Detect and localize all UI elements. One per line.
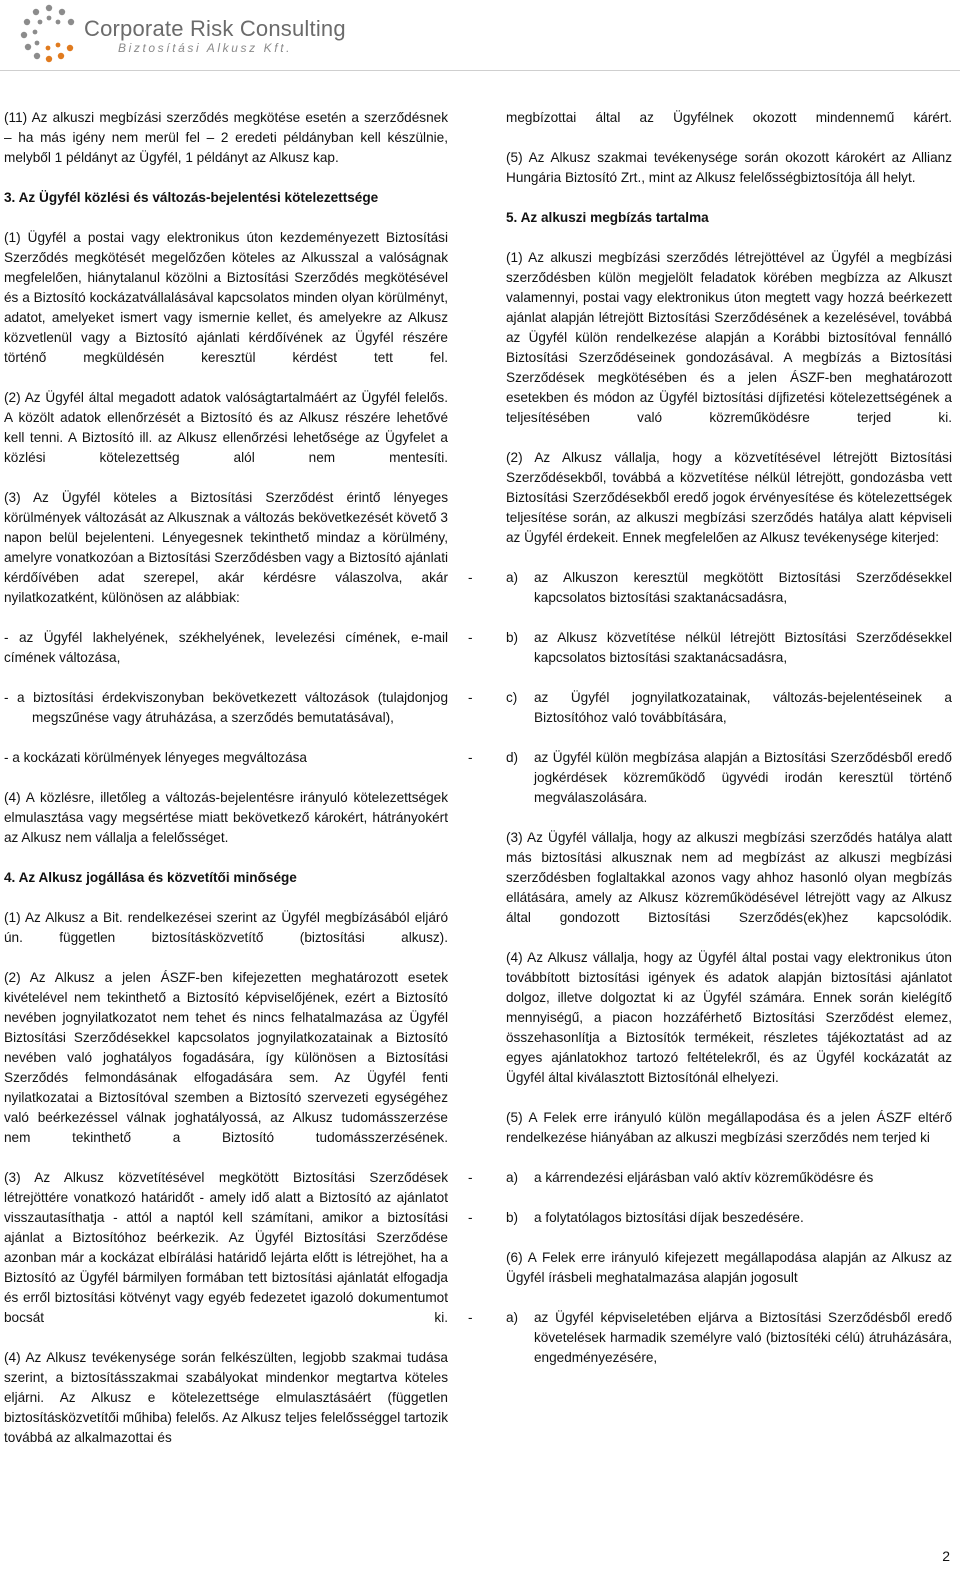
- brand-subtitle: Biztosítási Alkusz Kft.: [118, 41, 293, 55]
- section-5-paragraph-2: (2) Az Alkusz vállalja, hogy a közvetítésével létrejött Biztosítási Szerződésekből, továbbá a közvetítése nélkül létrejött, gondozásba vett Biztosítási Szerződésekből eredő jogok érvényesítése és kötelezettségek teljesítése során, az alkuszi megbízási szerződés hatálya alatt képviseli az Ügyfél érdekeit. Ennek megfelelően az Alkusz tevékenysége kiterjed:: [506, 450, 952, 545]
- section-4-heading: 4. Az Alkusz jogállása és közvetítői minősége: [4, 870, 297, 885]
- list-text: az Ügyfél külön megbízása alapján a Biztosítási Szerződésből eredő jogkérdések közreműködő ügyvédi irodán keresztül történő megválaszolására.: [534, 750, 952, 805]
- list-dash: -: [468, 630, 473, 645]
- list-text: az Ügyfél jognyilatkozatainak, változás-bejelentéseinek a Biztosítóhoz való továbbítására,: [534, 690, 952, 725]
- section-5-paragraph-3: (3) Az Ügyfél vállalja, hogy az alkuszi megbízási szerződés hatálya alatt más biztosítási alkusznak nem ad megbízást az alkuszi megbízási szerződésben foglaltakkal azonos vagy ahhoz hasonló olyan megbízás ellátására, amely az Alkusz közreműködésével létrejött vagy az Alkusz által gondozott Biztosítási Szerződés(ek)hez kapcsolódik.: [506, 830, 952, 925]
- list-label: c): [506, 690, 518, 705]
- list-text: az Ügyfél képviseletében eljárva a Biztosítási Szerződésből eredő követelések harmadik személyre való (biztosítéki célú) átruházására, engedményezésére,: [534, 1310, 952, 1365]
- section-4-paragraph-1: (1) Az Alkusz a Bit. rendelkezései szerint az Ügyfél megbízásából eljáró ún. független biztosításközvetítő (biztosítási alkusz).: [4, 910, 448, 945]
- list-item: [468, 1208, 952, 1228]
- section-4-paragraph-3: (3) Az Alkusz közvetítésével megkötött Biztosítási Szerződések létrejöttére vonatkozó határidőt - amely idő alatt a Biztosító az ajánlatot visszautasíthatja - attól a naptól kell számítani, amikor a biztosítási ajánlat a Biztosítóhoz beérkezik. Az Ügyfél Biztosítási Szerződése azonban már a kockázat elbírálási határidő lejárta előtt is létrejöhet, ha a Biztosító az Ügyfél bármilyen formában tett biztosítási ajánlatát elfogadja és erről biztosítási kötvényt vagy egyéb fedezetet igazoló dokumentumot bocsát ki.: [4, 1170, 448, 1325]
- section-3-paragraph-3: (3) Az Ügyfél köteles a Biztosítási Szerződést érintő lényeges körülmények változását az Alkusznak a változás bekövetkezését követő 3 napon belül bejelenteni. Lényegesnek tekinthető mindaz a körülmény, amelyre vonatkozóan a Biztosítási Szerződésben vagy a Biztosító ajánlati kérdőívében adat szerepel, akár kérdésre válaszolva, akár nyilatkozatként, különösen az alábbiak:: [4, 490, 448, 605]
- section-4-paragraph-5: (5) Az Alkusz szakmai tevékenysége során okozott károkért az Allianz Hungária Biztosító Zrt., mint az Alkusz felelősségbiztosítója áll helyt.: [506, 150, 952, 185]
- list-item: [468, 568, 952, 608]
- page-number: 2: [942, 1548, 950, 1564]
- section-4-paragraph-2: (2) Az Alkusz a jelen ÁSZF-ben kifejezetten meghatározott esetek kivételével nem tekinthető a Biztosító képviselőjének, ezért a Biztosító nevében jognyilatkozatot nem tehet és nincs felhatalmazása az Ügyfél Biztosítási Szerződésekkel kapcsolatos jognyilatkozatainak a Biztosító nevében való joghatályos fogadására, így különösen a Biztosítási Szerződés felmondásának elfogadására sem. Az Ügyfél fenti nyilatkozatai a Biztosítóval szemben a Biztosító szervezeti egységéhez való beérkezéssel válnak joghatályossá, az Alkusz tudomásszerzése nem tekinthető a Biztosító tudomásszerzésének.: [4, 970, 448, 1145]
- header-divider: [0, 70, 960, 71]
- continuation-text: megbízottai által az Ügyfélnek okozott mindennemű kárért.: [506, 110, 952, 125]
- list-item: [468, 628, 952, 668]
- section-4-paragraph-4: (4) Az Alkusz tevékenysége során felkészülten, legjobb szakmai tudása szerint, a biztosításszakmai szabályokat mindenkor megtartva köteles eljárni. Az Alkusz e kötelezettsége elmulasztásáért (független biztosításközvetítői műhiba) felelős. Az Alkusz teljes felelősséggel tartozik továbbá az alkalmazottai és: [4, 1350, 448, 1445]
- section-5-paragraph-1: (1) Az alkuszi megbízási szerződés létrejöttével az Ügyfél a megbízási szerződésben külön megjelölt feladatok körében megbízza az Alkuszt valamennyi, postai vagy elektronikus úton megtett vagy hozzá beérkezett ajánlat alapján létrejött Biztosítási Szerződésének a kezelésével, továbbá az Ügyfél külön rendelkezése alapján a Korábbi biztosítóval fennálló Biztosítási Szerződéseinek gondozásával. A megbízás a Biztosítási Szerződések megkötésében és a jelen ÁSZF-ben meghatározott esetekben és módon az Ügyfél biztosítási díjfizetési kötelezettségének a teljesítésében való közreműködésre terjed ki.: [506, 250, 952, 425]
- section-3-paragraph-4: (4) A közlésre, illetőleg a változás-bejelentésre irányuló kötelezettségek elmulasztása vagy megsértése miatt bekövetkező károkért, hátrányokért az Alkusz nem vállalja a felelősséget.: [4, 790, 448, 845]
- scope-list: [468, 568, 952, 808]
- list-dash: -: [468, 1210, 473, 1225]
- left-column: [4, 108, 448, 1468]
- list-label: b): [506, 1210, 519, 1225]
- section-3-heading: 3. Az Ügyfél közlési és változás-bejelentési kötelezettsége: [4, 190, 379, 205]
- dash-item-2: - a biztosítási érdekviszonyban bekövetkezett változások (tulajdonjog megszűnése vagy átruházása, a szerződés bemutatásával),: [4, 690, 448, 725]
- list-item: [468, 1168, 952, 1188]
- list-text: az Alkusz közvetítése nélkül létrejött Biztosítási Szerződésekkel kapcsolatos biztosítási szaktanácsadásra,: [534, 630, 952, 665]
- paragraph-11: (11) Az alkuszi megbízási szerződés megkötése esetén a szerződésnek – ha más igény nem merül fel – 2 eredeti példányban kell készülnie, melyből 1 példányt az Ügyfél, 1 példányt az Alkusz kap.: [4, 110, 448, 165]
- list-text: a kárrendezési eljárásban való aktív közreműködésre és: [534, 1170, 874, 1185]
- right-column: [468, 108, 952, 1388]
- section-5-paragraph-4: (4) Az Alkusz vállalja, hogy az Ügyfél által postai vagy elektronikus úton továbbított biztosítási igények és adatok alapján biztosítási ajánlatot dolgoz, illetve dolgoztat ki az Ügyfél számára. Ennek során kielégítő mennyiségű, a piacon hozzáférhető Biztosítási Szerződést elemez, összehasonlítja a Biztosítók termékeit, részletes tájékoztatást ad az egyes ajánlatokhoz tartozó feltételekről, és az Ügyfél kockázatát az Ügyfél által kiválasztott Biztosítónál elhelyezi.: [506, 950, 952, 1085]
- section-5-paragraph-5: (5) A Felek erre irányuló külön megállapodása és a jelen ÁSZF eltérő rendelkezése hiányában az alkuszi megbízási szerződés nem terjed ki: [506, 1110, 952, 1145]
- list-item: [468, 688, 952, 728]
- list-label: b): [506, 630, 519, 645]
- list-label: a): [506, 570, 519, 585]
- list-dash: -: [468, 570, 473, 585]
- logo-mark-icon: [18, 2, 80, 64]
- section-5-heading: 5. Az alkuszi megbízás tartalma: [506, 210, 709, 225]
- list-dash: -: [468, 1310, 473, 1325]
- section-3-paragraph-1: (1) Ügyfél a postai vagy elektronikus úton kezdeményezett Biztosítási Szerződés megkötését megelőzően köteles az Alkusszal a valóságnak megfelelően, hiánytalanul közölni a Biztosítási Szerződés megkötésével és a Biztosító kockázatvállalásával kapcsolatos minden olyan körülményt, adatot, amelyeket ismert vagy ismernie kellet, és amelyekre az Alkusz közvetlenül vagy a Biztosító ajánlati kérdőívének az Ügyfél részére történő megküldésén keresztül kérdést tett fel.: [4, 230, 448, 365]
- dash-item-1: - az Ügyfél lakhelyének, székhelyének, levelezési címének, e-mail címének változása,: [4, 630, 448, 665]
- company-logo: [18, 2, 346, 62]
- list-item: [468, 1308, 952, 1368]
- section-3-paragraph-2: (2) Az Ügyfél által megadott adatok valóságtartalmáért az Ügyfél felelős. A közölt adatok ellenőrzését a Biztosító és az Alkusz részére lehetővé kell tenni. A Biztosító ill. az Alkusz ellenőrzési lehetősége az Ügyfelet a közlési kötelezettség alól nem mentesíti.: [4, 390, 448, 465]
- list-label: a): [506, 1310, 519, 1325]
- authorization-list: [468, 1308, 952, 1368]
- list-item: [468, 748, 952, 808]
- exclusion-list: [468, 1168, 952, 1228]
- list-text: a folytatólagos biztosítási díjak beszedésére.: [534, 1210, 804, 1225]
- list-dash: -: [468, 690, 473, 705]
- list-label: d): [506, 750, 519, 765]
- section-5-paragraph-6: (6) A Felek erre irányuló kifejezett megállapodása alapján az Alkusz az Ügyfél írásbeli meghatalmazása alapján jogosult: [506, 1250, 952, 1285]
- list-dash: -: [468, 750, 473, 765]
- list-label: a): [506, 1170, 519, 1185]
- list-text: az Alkuszon keresztül megkötött Biztosítási Szerződésekkel kapcsolatos biztosítási szaktanácsadásra,: [534, 570, 952, 605]
- brand-name: Corporate Risk Consulting: [84, 16, 346, 41]
- dash-item-3: - a kockázati körülmények lényeges megváltozása: [4, 750, 307, 765]
- list-dash: -: [468, 1170, 473, 1185]
